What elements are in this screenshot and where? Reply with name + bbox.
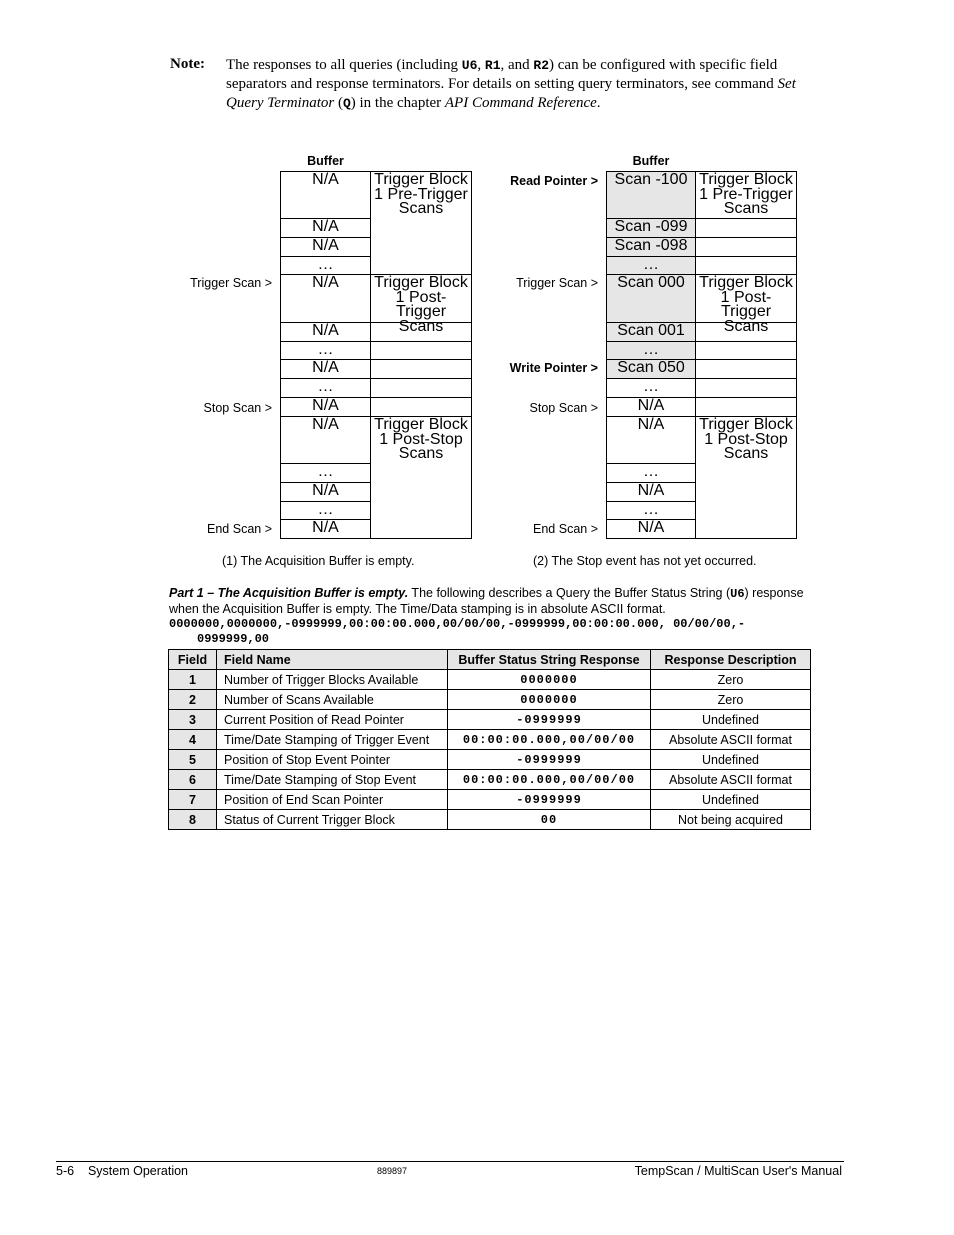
row-response: 00:00:00.000,00/00/00 <box>448 730 651 750</box>
row-description: Undefined <box>651 790 811 810</box>
part1-heading: Part 1 – The Acquisition Buffer is empty. <box>169 586 409 600</box>
code-u6: U6 <box>730 587 745 601</box>
empty-block-cell <box>695 218 797 238</box>
row-description: Zero <box>651 690 811 710</box>
trigger-block-cell: Trigger Block 1 Pre-Trigger Scans <box>370 171 472 275</box>
part1-text: The following describes a Query the Buffer Status String ( <box>408 586 731 600</box>
buffer-cell: Scan 000 <box>606 274 696 323</box>
trigger-block-cell: Trigger Block 1 Pre-Trigger Scans <box>695 171 797 219</box>
row-description: Absolute ASCII format <box>651 730 811 750</box>
table-header-row <box>169 650 811 670</box>
note-text: ) can be configured with specific field separators and response terminators. For details on setting query terminators, see command <box>226 57 778 92</box>
caption-left: (1) The Acquisition Buffer is empty. <box>222 554 415 568</box>
buffer-cell: N/A <box>280 416 371 464</box>
code-r2: R2 <box>533 58 550 73</box>
buffer-cell: N/A <box>280 322 371 342</box>
status-string-line: 0999999,00 <box>197 632 270 646</box>
end-scan-label-left: End Scan > <box>207 522 272 536</box>
buffer-cell: N/A <box>280 274 371 323</box>
row-field-number: 2 <box>169 690 217 710</box>
row-field-name: Position of End Scan Pointer <box>217 790 448 810</box>
row-field-name: Current Position of Read Pointer <box>217 710 448 730</box>
footer-doc-number: 889897 <box>377 1166 408 1176</box>
row-field-name: Number of Scans Available <box>217 690 448 710</box>
empty-block-cell <box>370 378 472 398</box>
row-description: Undefined <box>651 750 811 770</box>
trigger-block-cell: Trigger Block 1 Post-Stop Scans <box>370 416 472 539</box>
buffer-cell: … <box>606 501 696 520</box>
row-response: 0000000 <box>448 690 651 710</box>
command-name: Set Query Terminator <box>226 76 796 111</box>
note-text: , <box>477 57 485 73</box>
buffer-cell: Scan -100 <box>606 171 696 219</box>
col-header-field-name: Field Name <box>217 650 448 670</box>
table-row <box>169 750 811 770</box>
row-field-number: 6 <box>169 770 217 790</box>
table-row <box>169 810 811 830</box>
row-response: -0999999 <box>448 750 651 770</box>
footer-rule <box>56 1161 844 1162</box>
buffer-cell: N/A <box>280 482 371 502</box>
table-row <box>169 710 811 730</box>
buffer-cell: … <box>280 378 371 398</box>
trigger-block-cell: Trigger Block 1 Post-Trigger Scans <box>695 274 797 323</box>
empty-block-cell <box>695 378 797 398</box>
part1-text: ) response when the Acquisition Buffer is empty. The Time/Data stamping is in absolute ASCII format. <box>169 586 804 616</box>
buffer-cell: … <box>280 463 371 483</box>
buffer-cell: … <box>606 463 696 483</box>
row-field-number: 3 <box>169 710 217 730</box>
empty-block-cell <box>370 359 472 379</box>
code-r1: R1 <box>484 58 501 73</box>
trigger-scan-label-right: Trigger Scan > <box>516 276 598 290</box>
note-body <box>226 56 816 113</box>
footer-section: 5-6 System Operation <box>56 1164 189 1178</box>
part1-description <box>169 586 829 617</box>
empty-block-cell <box>695 237 797 257</box>
buffer-cell: N/A <box>280 359 371 379</box>
table-row <box>169 770 811 790</box>
caption-right: (2) The Stop event has not yet occurred. <box>533 554 757 568</box>
buffer-cell: … <box>606 256 696 275</box>
read-pointer-label: Read Pointer > <box>510 174 598 188</box>
status-string-line: 0000000,0000000,-0999999,00:00:00.000,00/00/00,-0999999,00:00:00.000, 00/00/00,- <box>169 617 746 631</box>
code-u6: U6 <box>461 58 478 73</box>
col-header-field: Field <box>169 650 217 670</box>
chapter-name: API Command Reference <box>444 95 597 111</box>
code-q: Q <box>342 96 351 111</box>
buffer-status-table <box>168 649 811 830</box>
row-field-number: 4 <box>169 730 217 750</box>
note-text: . <box>596 95 601 111</box>
col-header-description: Response Description <box>651 650 811 670</box>
empty-block-cell <box>695 322 797 342</box>
row-response: 00 <box>448 810 651 830</box>
note-text: , and <box>500 57 534 73</box>
empty-block-cell <box>370 397 472 417</box>
buffer-cell: N/A <box>606 397 696 417</box>
row-description: Not being acquired <box>651 810 811 830</box>
row-description: Zero <box>651 670 811 690</box>
buffer-cell: Scan 001 <box>606 322 696 342</box>
buffer-cell: Scan -098 <box>606 237 696 257</box>
empty-block-cell <box>370 322 472 342</box>
stop-scan-label-right: Stop Scan > <box>529 401 598 415</box>
buffer-title-right: Buffer <box>632 154 670 168</box>
buffer-cell: N/A <box>280 218 371 238</box>
buffer-cell: … <box>606 378 696 398</box>
buffer-cell: Scan 050 <box>606 359 696 379</box>
buffer-cell: … <box>280 501 371 520</box>
row-description: Undefined <box>651 710 811 730</box>
row-response: -0999999 <box>448 710 651 730</box>
trigger-block-cell: Trigger Block 1 Post-Trigger Scans <box>370 274 472 323</box>
row-response: 00:00:00.000,00/00/00 <box>448 770 651 790</box>
row-response: 0000000 <box>448 670 651 690</box>
row-field-name: Number of Trigger Blocks Available <box>217 670 448 690</box>
row-field-name: Position of Stop Event Pointer <box>217 750 448 770</box>
buffer-cell: N/A <box>280 397 371 417</box>
empty-block-cell <box>695 359 797 379</box>
buffer-cell: N/A <box>606 482 696 502</box>
end-scan-label-right: End Scan > <box>533 522 598 536</box>
table-row <box>169 690 811 710</box>
table-row <box>169 730 811 750</box>
row-field-name: Status of Current Trigger Block <box>217 810 448 830</box>
buffer-cell: … <box>606 341 696 360</box>
col-header-response: Buffer Status String Response <box>448 650 651 670</box>
buffer-cell: N/A <box>280 519 371 539</box>
buffer-title-left: Buffer <box>307 154 344 168</box>
buffer-cell: … <box>280 256 371 275</box>
write-pointer-label: Write Pointer > <box>509 361 598 375</box>
footer-manual-title: TempScan / MultiScan User's Manual <box>634 1164 842 1178</box>
row-field-name: Time/Date Stamping of Stop Event <box>217 770 448 790</box>
buffer-cell: N/A <box>606 416 696 464</box>
empty-block-cell <box>695 397 797 417</box>
empty-block-cell <box>695 256 797 275</box>
row-response: -0999999 <box>448 790 651 810</box>
table-row <box>169 670 811 690</box>
stop-scan-label-left: Stop Scan > <box>203 401 272 415</box>
empty-block-cell <box>370 341 472 360</box>
note-text: ( <box>334 95 343 111</box>
row-field-number: 1 <box>169 670 217 690</box>
buffer-cell: N/A <box>280 237 371 257</box>
buffer-cell: N/A <box>280 171 371 219</box>
buffer-cell: Scan -099 <box>606 218 696 238</box>
table-row <box>169 790 811 810</box>
trigger-block-cell: Trigger Block 1 Post-Stop Scans <box>695 416 797 539</box>
row-field-name: Time/Date Stamping of Trigger Event <box>217 730 448 750</box>
buffer-cell: … <box>280 341 371 360</box>
empty-block-cell <box>695 341 797 360</box>
buffer-cell: N/A <box>606 519 696 539</box>
status-string <box>169 617 859 647</box>
note-text: ) in the chapter <box>350 95 445 111</box>
note-text: The responses to all queries (including <box>226 57 462 73</box>
note-label: Note: <box>170 56 205 72</box>
trigger-scan-label-left: Trigger Scan > <box>190 276 272 290</box>
row-field-number: 8 <box>169 810 217 830</box>
row-field-number: 5 <box>169 750 217 770</box>
row-description: Absolute ASCII format <box>651 770 811 790</box>
row-field-number: 7 <box>169 790 217 810</box>
